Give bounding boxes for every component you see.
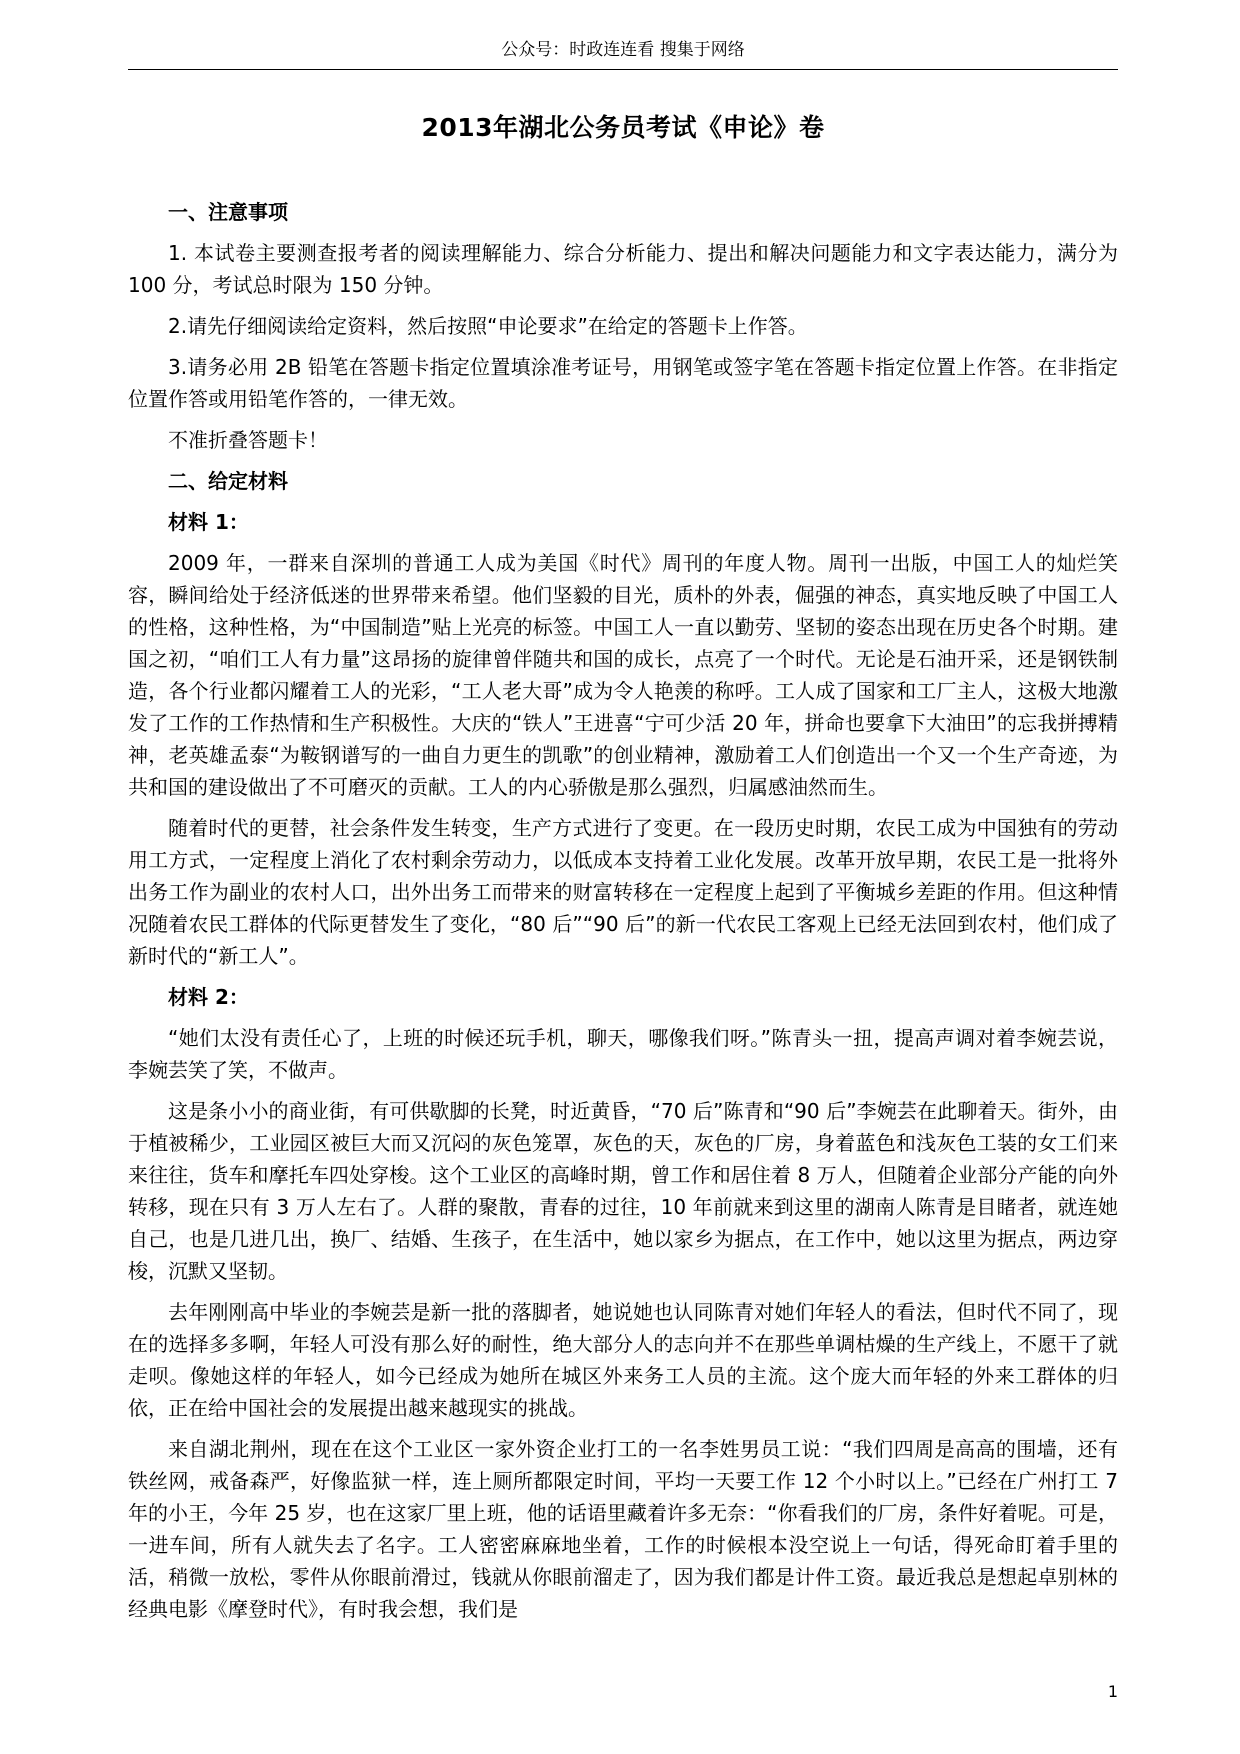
material-2-paragraph: 来自湖北荆州，现在在这个工业区一家外资企业打工的一名李姓男员工说：“我们四周是高高的围墙，还有铁丝网，戒备森严，好像监狱一样，连上厕所都限定时间，平均一天要工作 12 个小时以上。”已经在广州打工 7 年的小王，今年 25 岁，也在这家厂里上班，他的话语里藏着许多无奈：“你看我们的厂房，条件好着呢。可是，一进车间，所有人就失去了名字。工人密密麻麻地坐着，工作的时候根本没空说上一句话，得死命盯着手里的活，稍微一放松，零件从你眼前滑过，钱就从你眼前溜走了，因为我们都是计件工资。最近我总是想起卓别林的经典电影《摩登时代》，有时我会想，我们是 — [128, 1437, 1118, 1621]
document-body — [128, 196, 1118, 1634]
section-heading-notice: 一、注意事项 — [168, 200, 288, 224]
notice-paragraph: 1. 本试卷主要测查报考者的阅读理解能力、综合分析能力、提出和解决问题能力和文字表达能力，满分为 100 分，考试总时限为 150 分钟。 — [128, 241, 1118, 297]
material-2-paragraph: 去年刚刚高中毕业的李婉芸是新一批的落脚者，她说她也认同陈青对她们年轻人的看法，但时代不同了，现在的选择多多啊，年轻人可没有那么好的耐性，绝大部分人的志向并不在那些单调枯燥的生产线上，不愿干了就走呗。像她这样的年轻人，如今已经成为她所在城区外来务工人员的主流。这个庞大而年轻的外来工群体的归依，正在给中国社会的发展提出越来越现实的挑战。 — [128, 1300, 1118, 1420]
material-2-paragraph: “她们太没有责任心了，上班的时候还玩手机，聊天，哪像我们呀。”陈青头一扭，提高声调对着李婉芸说，李婉芸笑了笑，不做声。 — [128, 1026, 1118, 1082]
page-number: 1 — [1107, 1682, 1118, 1701]
document-title: 2013年湖北公务员考试《申论》卷 — [421, 113, 825, 142]
header-divider — [128, 69, 1118, 70]
page-header: 公众号：时政连连看 搜集于网络 — [501, 40, 745, 60]
notice-paragraph: 3.请务必用 2B 铅笔在答题卡指定位置填涂准考证号，用钢笔或签字笔在答题卡指定位置上作答。在非指定位置作答或用铅笔作答的，一律无效。 — [128, 355, 1118, 411]
material-2-paragraph: 这是条小小的商业街，有可供歇脚的长凳，时近黄昏，“70 后”陈青和“90 后”李婉芸在此聊着天。街外，由于植被稀少，工业园区被巨大而又沉闷的灰色笼罩，灰色的天，灰色的厂房，身着蓝色和浅灰色工装的女工们来来往往，货车和摩托车四处穿梭。这个工业区的高峰时期，曾工作和居住着 8 万人，但随着企业部分产能的向外转移，现在只有 3 万人左右了。人群的聚散，青春的过往，10 年前就来到这里的湖南人陈青是目睹者，就连她自己，也是几进几出，换厂、结婚、生孩子，在生活中，她以家乡为据点，在工作中，她以这里为据点，两边穿梭，沉默又坚韧。 — [128, 1099, 1118, 1283]
notice-paragraph: 不准折叠答题卡！ — [168, 428, 328, 452]
section-heading-materials: 二、给定材料 — [168, 469, 288, 493]
notice-paragraph: 2.请先仔细阅读给定资料，然后按照“申论要求”在给定的答题卡上作答。 — [168, 314, 808, 338]
material-1-heading: 材料 1： — [168, 510, 249, 534]
material-1-paragraph: 随着时代的更替，社会条件发生转变，生产方式进行了变更。在一段历史时期，农民工成为中国独有的劳动用工方式，一定程度上消化了农村剩余劳动力，以低成本支持着工业化发展。改革开放早期，农民工是一批将外出务工作为副业的农村人口，出外出务工而带来的财富转移在一定程度上起到了平衡城乡差距的作用。但这种情况随着农民工群体的代际更替发生了变化，“80 后”“90 后”的新一代农民工客观上已经无法回到农村，他们成了新时代的“新工人”。 — [128, 816, 1118, 968]
material-1-paragraph: 2009 年，一群来自深圳的普通工人成为美国《时代》周刊的年度人物。周刊一出版，中国工人的灿烂笑容，瞬间给处于经济低迷的世界带来希望。他们坚毅的目光，质朴的外表，倔强的神态，真实地反映了中国工人的性格，这种性格，为“中国制造”贴上光亮的标签。中国工人一直以勤劳、坚韧的姿态出现在历史各个时期。建国之初，“咱们工人有力量”这昂扬的旋律曾伴随共和国的成长，点亮了一个时代。无论是石油开采，还是钢铁制造，各个行业都闪耀着工人的光彩，“工人老大哥”成为令人艳羡的称呼。工人成了国家和工厂主人，这极大地激发了工作的工作热情和生产积极性。大庆的“铁人”王进喜“宁可少活 20 年，拼命也要拿下大油田”的忘我拼搏精神，老英雄孟泰“为鞍钢谱写的一曲自力更生的凯歌”的创业精神，激励着工人们创造出一个又一个生产奇迹，为共和国的建设做出了不可磨灭的贡献。工人的内心骄傲是那么强烈，归属感油然而生。 — [128, 551, 1118, 799]
material-2-heading: 材料 2： — [168, 985, 249, 1009]
